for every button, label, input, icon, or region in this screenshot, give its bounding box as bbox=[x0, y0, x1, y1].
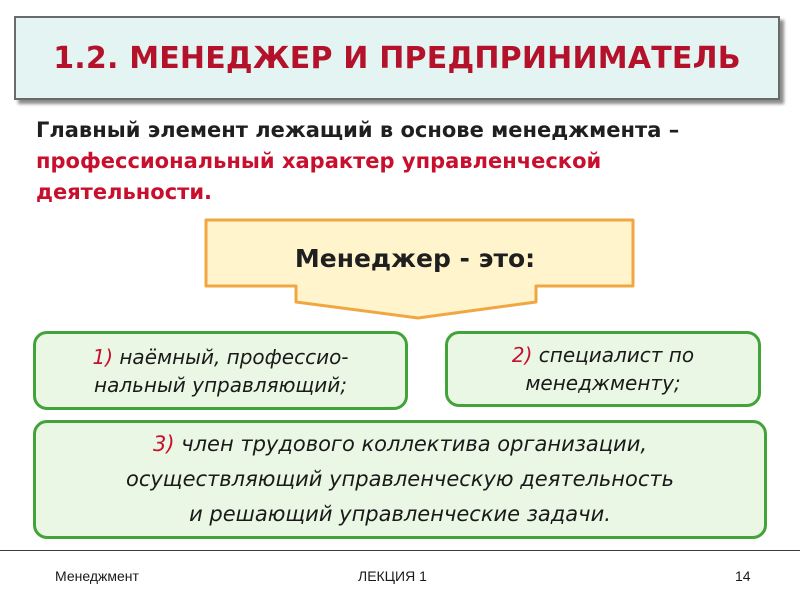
footer-page-number: 14 bbox=[735, 568, 751, 584]
footer-divider bbox=[0, 550, 800, 551]
item-text-line2: менеджменту; bbox=[525, 371, 681, 395]
intro-line-1: Главный элемент лежащий в основе менеджмента – bbox=[36, 118, 680, 142]
item-number: 2) bbox=[511, 343, 533, 367]
item-number: 1) bbox=[92, 344, 113, 369]
item-text-line2: осуществляющий управленческую деятельность bbox=[125, 467, 675, 491]
title-box bbox=[14, 16, 780, 100]
slide-title: 1.2. МЕНЕДЖЕР И ПРЕДПРИНИМАТЕЛЬ bbox=[53, 40, 741, 76]
down-arrow-callout bbox=[200, 218, 640, 322]
item-text-line3: и решающий управленческие задачи. bbox=[189, 502, 611, 526]
footer-course: Менеджмент bbox=[55, 568, 139, 584]
definition-box-2 bbox=[445, 331, 761, 407]
arrow-label: Менеджер - это: bbox=[294, 243, 536, 273]
intro-line-2: профессиональный характер управленческой bbox=[36, 149, 602, 173]
item-number: 3) bbox=[152, 432, 175, 456]
item-text-line1: член трудового коллектива организации, bbox=[174, 432, 648, 456]
intro-paragraph bbox=[36, 115, 776, 208]
item-text-line2: нальный управляющий; bbox=[94, 372, 347, 397]
intro-line-3: деятельности. bbox=[36, 180, 213, 204]
item-text-line1: специалист по bbox=[532, 343, 695, 367]
definition-box-3 bbox=[33, 420, 767, 539]
item-text-line1: наёмный, профессио- bbox=[113, 344, 349, 369]
definition-box-1 bbox=[33, 331, 408, 410]
footer-lecture: ЛЕКЦИЯ 1 bbox=[358, 568, 427, 584]
